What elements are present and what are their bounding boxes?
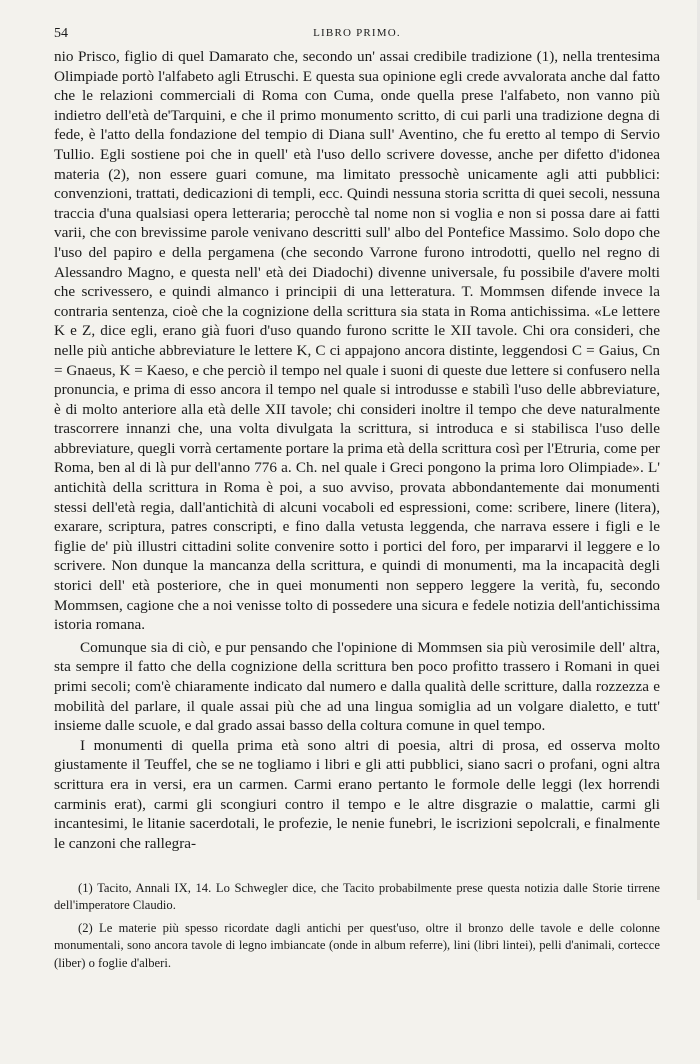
- footnote: (1) Tacito, Annali IX, 14. Lo Schwegler dice, che Tacito probabilmente prese questa notizia dalle Storie tirrene dell'imperatore Claudio.: [54, 881, 660, 913]
- page: [54, 24, 660, 853]
- body-text: [54, 47, 660, 853]
- paragraph: nio Prisco, figlio di quel Damarato che, secondo un' assai credibile tradizione (1), nella trentesima Olimpiade portò l'alfabeto agli Etruschi. E questa sua opinione egli crede avvalorata anche dal fatto che le relazioni commerciali di Roma con Cuma, onde quella prese l'alfabeto, non vanno più indietro dell'età de'Tarquini, e che il primo monumento scritto, di cui parli una tradizione degna di fede, è l'atto della fondazione del tempio di Diana sull' Aventino, che fu eretto al tempo di Servio Tullio. Egli sostiene poi che in quell' età l'uso dello scrivere dovesse, anche per difetto d'idonea materia (2), non essere guari comune, ma limitato pressochè unicamente agli atti pubblici: convenzioni, trattati, dedicazioni di templi, ecc. Quindi nessuna storia scritta di quei secoli, nessuna traccia d'una qualsiasi opera letteraria; perocchè tal nome non si voglia e non si possa dare ai fatti varii, che con brevissime parole venivano descritti sull' albo del Pontefice Massimo. Solo dopo che l'uso del papiro e della pergamena (che secondo Varrone furono introdotti, quello nel regno di Alessandro Magno, e questa nell' età dei Diadochi) divenne universale, fu possibile d'avere molti che scrivessero, e quindi almanco i principii di una letteratura. T. Mommsen difende invece la contraria sentenza, cioè che la cognizione della scrittura sia stata in Roma antichissima. «Le lettere K e Z, dice egli, erano già fuori d'uso quando furono scritte le XII tavole. Chi ora consideri, che nelle più antiche abbreviature le lettere K, C ci appajono ancora distinte, leggendosi C = Gaius, Cn = Gnaeus, K = Kaeso, e che perciò il tempo nel quale i suoni di queste due lettere si confusero nella pronuncia, e prima di esso ancora il tempo nel quale si introdusse e stabilì l'uso delle abbreviature, è di molto anteriore alla età delle XII tavole; chi consideri inoltre il tempo che deve naturalmente trascorrere innanzi che, una volta divulgata la scrittura, si introduca e si stabilisca l'uso delle abbreviature, quegli vorrà certamente portare la prima età della scrittura così per l'Etruria, come per Roma, ben al di là pur dell'anno 776 a. Ch. nel quale i Greci pongono la prima loro Olimpiade». L' antichità della scrittura in Roma è poi, a suo avviso, provata abbondantemente dai monumenti stessi dell'età regia, dall'antichità di alcuni vocaboli ed espressioni, come: scribere, linere (litera), exarare, scriptura, patres conscripti, e fino dalla vetusta leggenda, che narrava essere i figli e le figlie de' più illustri cittadini solite convenire sotto i portici del foro, per impararvi il leggere e lo scrivere. Non dunque la mancanza della scrittura, e quindi di monumenti, ma la incapacità degli storici dell' età posteriore, che in quei monumenti non seppero leggere la verità, fu, secondo Mommsen, cagione che a noi venisse tolto di possedere una sicura e fedele notizia dell'antichissima istoria romana.: [54, 48, 660, 634]
- page-header: [54, 24, 660, 44]
- paragraph: I monumenti di quella prima età sono altri di poesia, altri di prosa, ed osserva molto giustamente il Teuffel, che se ne togliamo i libri e gli atti pubblici, siano sacri o profani, ogni altra scrittura era in versi, era un carmen. Carmi erano pertanto le formole delle leggi (lex horrendi carminis erat), carmi gli scongiuri contro il tempo e le altre disgrazie o malattie, carmi gli incantesimi, le litanie sacerdotali, le profezie, le nenie funebri, le iscrizioni sepolcrali, e finalmente le canzoni che rallegra-: [54, 736, 660, 852]
- footnotes: [54, 880, 660, 977]
- page-number: 54: [54, 26, 68, 41]
- paragraph: Comunque sia di ciò, e pur pensando che l'opinione di Mommsen sia più verosimile dell' altra, sta sempre il fatto che della cognizione della scrittura ben poco profitto trassero i Romani in quei primi secoli; com'è chiaramente indicato dal numero e dalla qualità delle scritture, dalla rozzezza e mobilità del parlare, il quale assai più che ad una lingua somiglia ad un volgare dialetto, e tutt' insieme dalle scuole, e dal grado assai basso della coltura comune in quel tempo.: [54, 638, 660, 735]
- footnote: (2) Le materie più spesso ricordate dagli antichi per quest'uso, oltre il bronzo delle tavole e delle colonne monumentali, sono ancora tavole di legno imbiancate (onde in album referre), lini (libri lintei), pelli d'animali, cortecce (liber) o foglie d'alberi.: [54, 920, 660, 970]
- running-head: LIBRO PRIMO.: [313, 27, 401, 39]
